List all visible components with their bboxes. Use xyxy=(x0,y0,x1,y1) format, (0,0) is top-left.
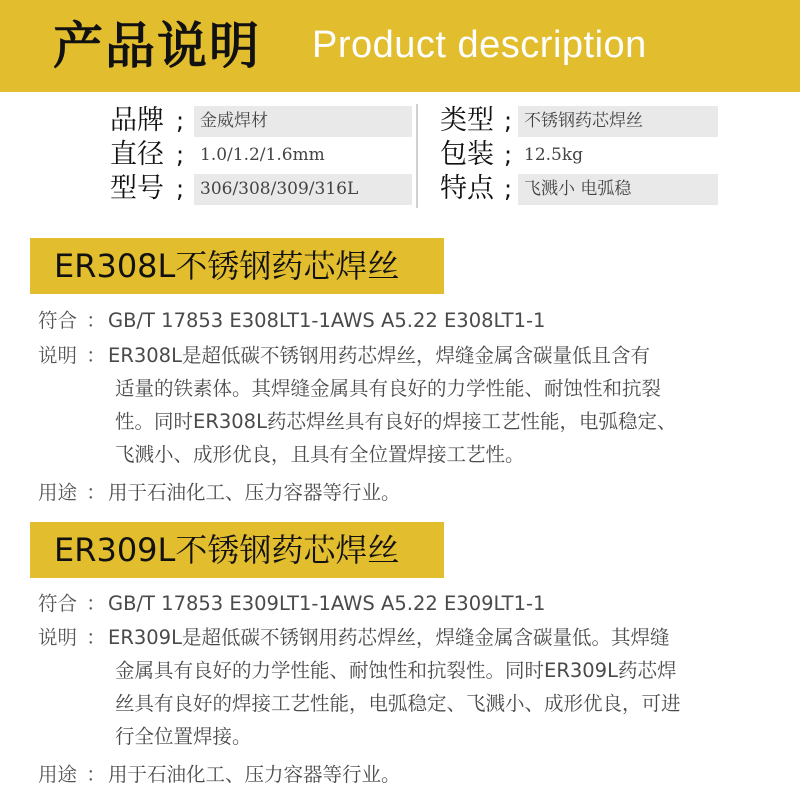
model-label: 型号 xyxy=(110,173,164,204)
colon: ： xyxy=(86,481,106,504)
usage-label: 用途 xyxy=(38,481,78,504)
section-title: ER309L不锈钢药芯焊丝 xyxy=(54,531,400,569)
section-banner-er308l xyxy=(30,238,444,294)
usage-value: 用于石油化工、压力容器等行业。 xyxy=(108,481,401,504)
section-title: ER308L不锈钢药芯焊丝 xyxy=(54,247,400,285)
usage-line xyxy=(38,763,401,787)
colon: ： xyxy=(86,309,106,332)
colon: ： xyxy=(86,592,106,615)
desc-text: ER308L是超低碳不锈钢用药芯焊丝，焊缝金属含碳量低且含有 xyxy=(108,344,650,367)
desc-label: 说明 xyxy=(38,626,78,649)
desc-label: 说明 xyxy=(38,344,78,367)
package-value: 12.5kg xyxy=(518,140,718,171)
section-banner-er309l xyxy=(30,522,444,578)
spec-divider xyxy=(416,104,418,208)
desc-text: 丝具有良好的焊接工艺性能，电弧稳定、飞溅小、成形优良，可进 xyxy=(115,692,681,715)
brand-value: 金威焊材 xyxy=(194,106,412,137)
usage-value: 用于石油化工、压力容器等行业。 xyxy=(108,763,401,786)
standard-label: 符合 xyxy=(38,309,78,332)
page-title-en: Product description xyxy=(312,24,647,66)
usage-line xyxy=(38,481,401,505)
diameter-value: 1.0/1.2/1.6mm xyxy=(194,140,412,171)
standard-value: GB/T 17853 E309LT1-1AWS A5.22 E309LT1-1 xyxy=(108,592,546,615)
desc-text: ER309L是超低碳不锈钢用药芯焊丝，焊缝金属含碳量低。其焊缝 xyxy=(108,626,670,649)
type-separator: ; xyxy=(504,107,513,135)
desc-text: 飞溅小、成形优良，且具有全位置焊接工艺性。 xyxy=(115,443,525,466)
brand-separator: ; xyxy=(176,107,185,135)
header-banner xyxy=(0,0,800,92)
package-label: 包装 xyxy=(440,139,494,170)
desc-line xyxy=(38,626,669,650)
standard-line xyxy=(38,309,545,333)
diameter-label: 直径 xyxy=(110,139,164,170)
standard-label: 符合 xyxy=(38,592,78,615)
colon: ： xyxy=(86,763,106,786)
brand-label: 品牌 xyxy=(110,105,164,136)
colon: ： xyxy=(86,626,106,649)
standard-line xyxy=(38,592,545,616)
desc-text: 适量的铁素体。其焊缝金属具有良好的力学性能、耐蚀性和抗裂 xyxy=(115,377,662,400)
package-separator: ; xyxy=(504,141,513,169)
desc-text: 金属具有良好的力学性能、耐蚀性和抗裂性。同时ER309L药芯焊 xyxy=(115,659,677,682)
model-separator: ; xyxy=(176,175,185,203)
desc-text: 性。同时ER308L药芯焊丝具有良好的焊接工艺性能，电弧稳定、 xyxy=(115,410,677,433)
standard-value: GB/T 17853 E308LT1-1AWS A5.22 E308LT1-1 xyxy=(108,309,546,332)
feature-value: 飞溅小 电弧稳 xyxy=(518,174,718,205)
desc-text: 行全位置焊接。 xyxy=(115,725,252,748)
type-value: 不锈钢药芯焊丝 xyxy=(518,106,718,137)
type-label: 类型 xyxy=(440,105,494,136)
page-title-cn: 产品说明 xyxy=(53,17,261,75)
feature-separator: ; xyxy=(504,175,513,203)
usage-label: 用途 xyxy=(38,763,78,786)
spec-table xyxy=(0,102,800,210)
diameter-separator: ; xyxy=(176,141,185,169)
desc-line xyxy=(38,344,650,368)
model-value: 306/308/309/316L xyxy=(194,174,412,205)
colon: ： xyxy=(86,344,106,367)
feature-label: 特点 xyxy=(440,173,494,204)
